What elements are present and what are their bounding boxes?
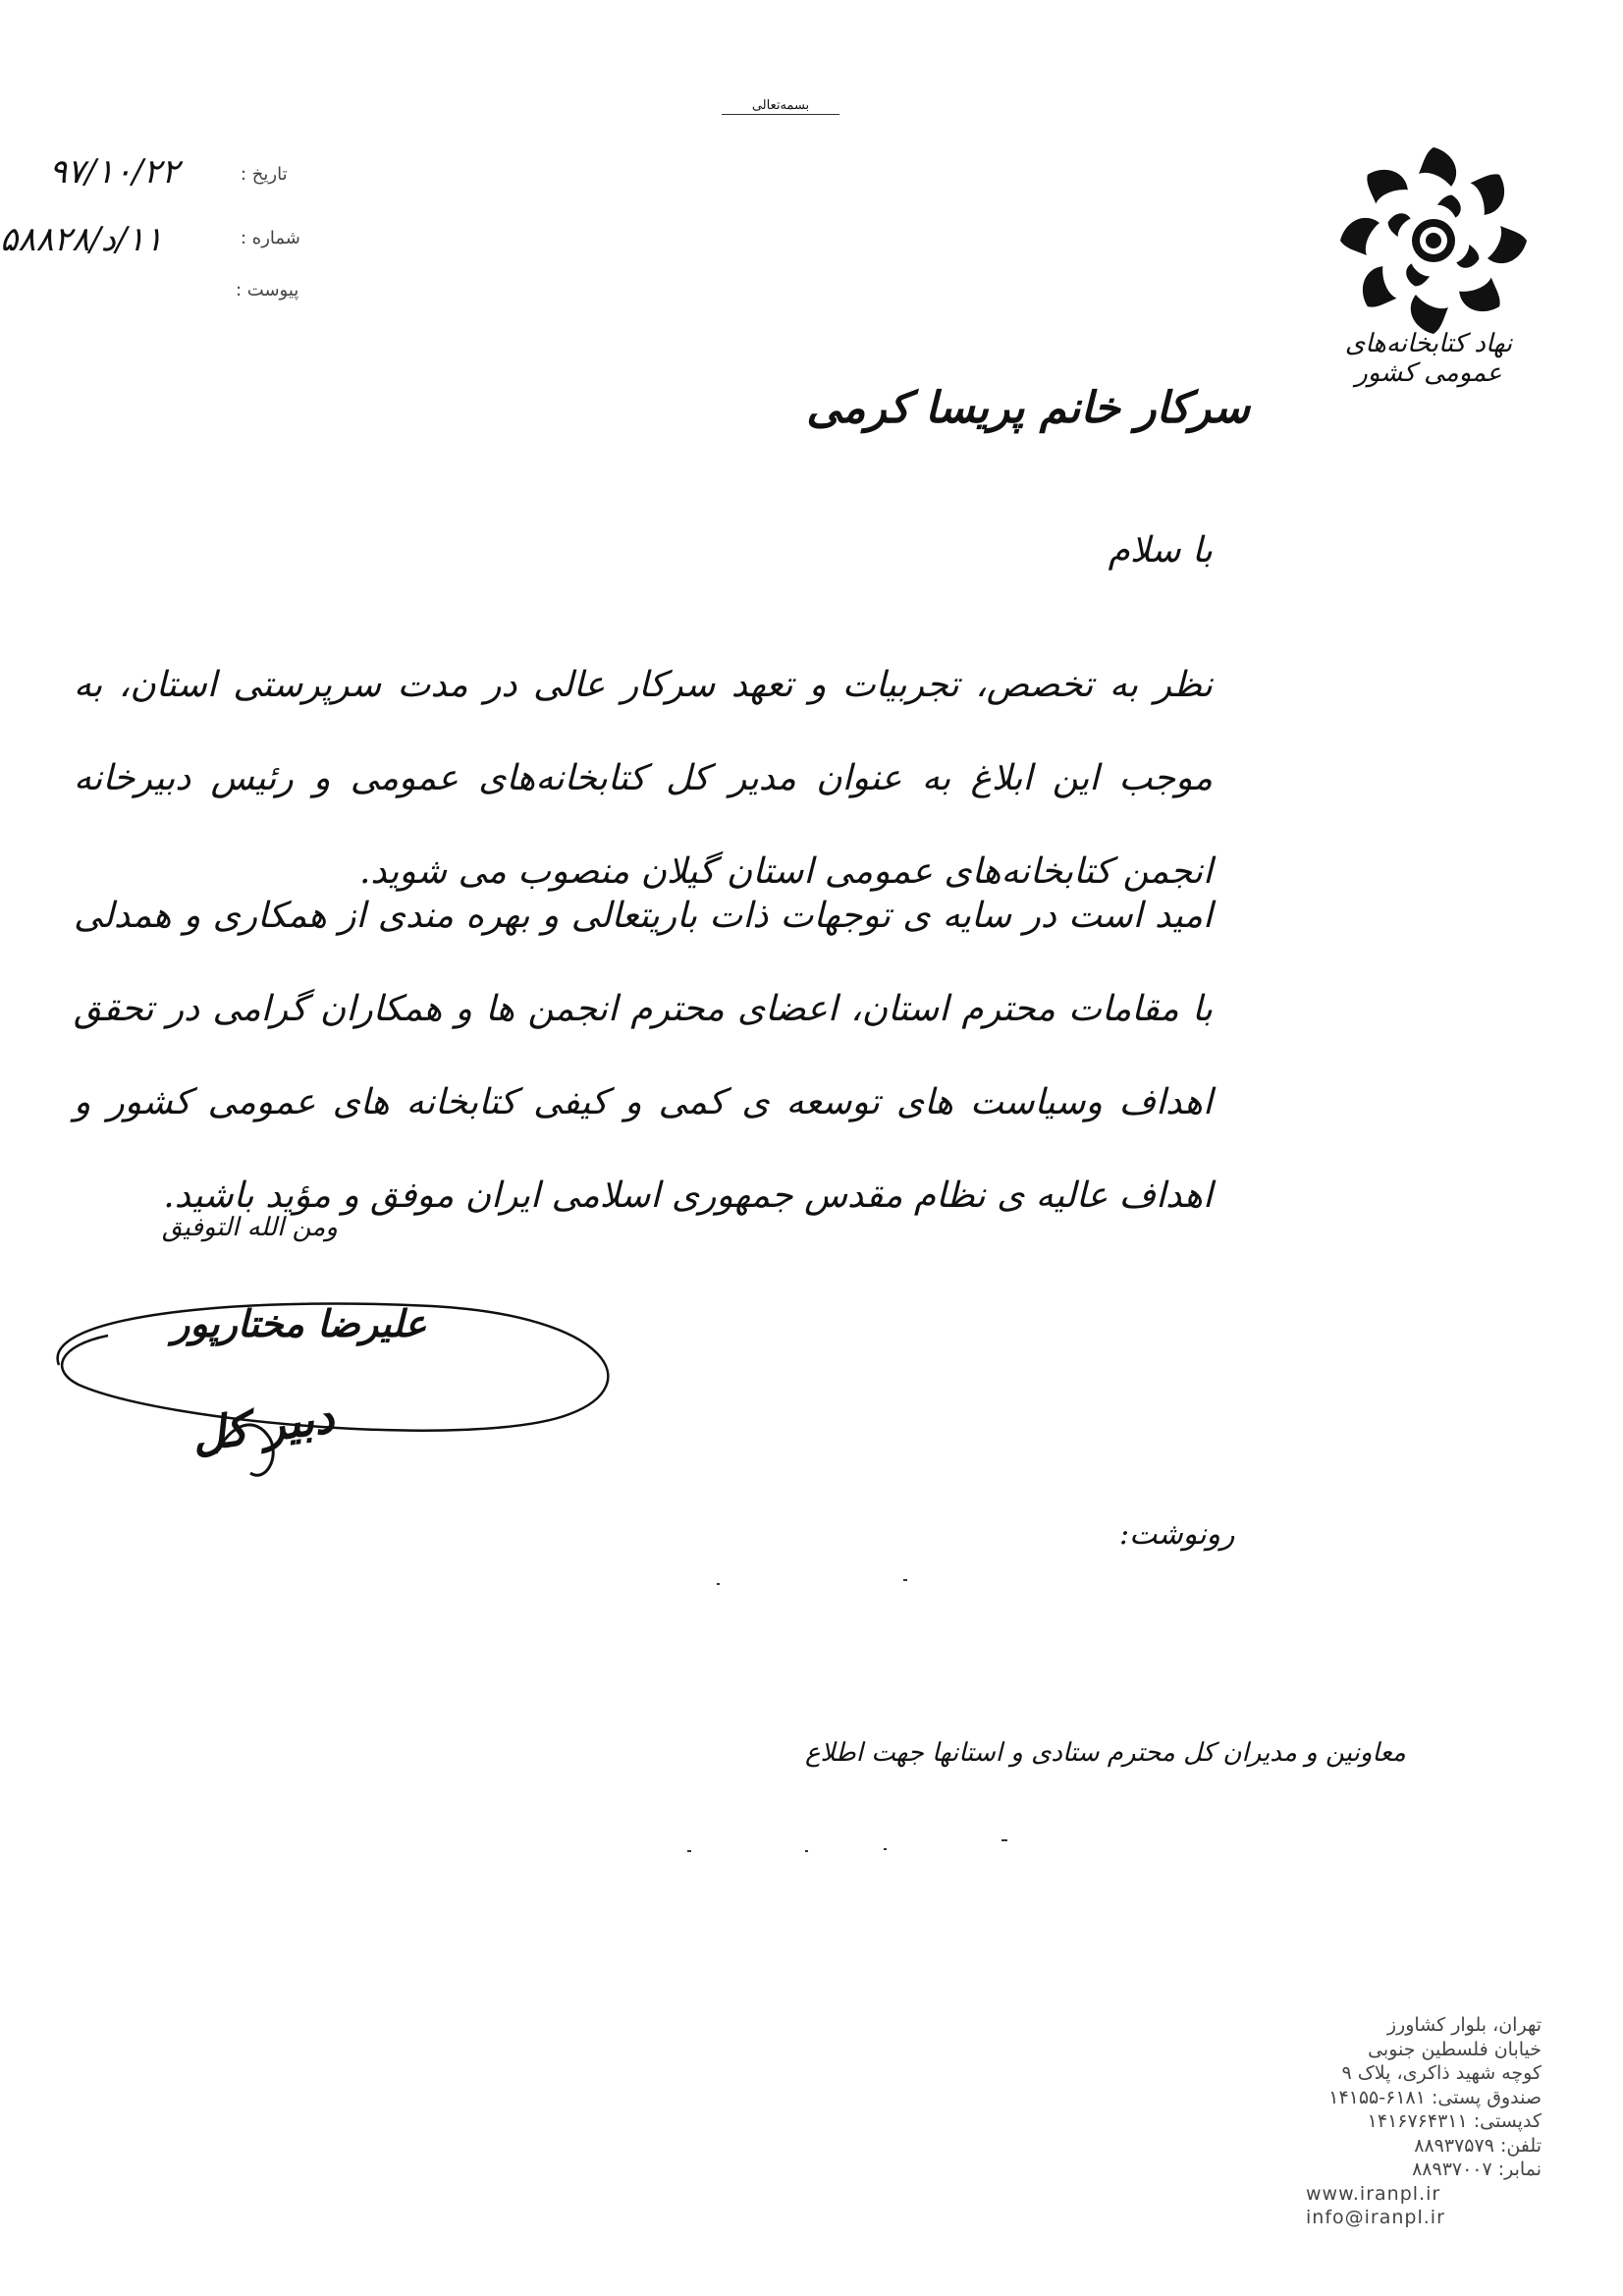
body-paragraph-2: امید است در سایه ی توجهات ذات باریتعالی و بهره مندی از همکاری و همدلی با مقامات محترم استان، اعضای محترم انجمن ها و همکاران گرامی در تحقق اهداف وسیاست های توسعه ی کمی و کیفی کتابخانه های عمومی کشور و اهداف عالیه ی نظام مقدس جمهوری اسلامی ایران موفق و مؤید باشید. bbox=[74, 896, 1213, 1216]
letterhead-address bbox=[1306, 2013, 1542, 2230]
organization-logo-icon bbox=[1321, 128, 1546, 354]
date-label: تاریخ : bbox=[241, 164, 288, 185]
recipient-line: سرکار خانم پریسا کرمی bbox=[806, 383, 1250, 433]
bismillah-heading: بسمه‌تعالی bbox=[722, 98, 839, 115]
date-field bbox=[39, 152, 334, 196]
cc-recipients-line: معاونین و مدیران کل محترم ستادی و استانها جهت اطلاع bbox=[805, 1738, 1406, 1768]
number-value: ۱۱/د/۵۸۸۲۸ bbox=[0, 220, 163, 259]
signer-title: دبیر کل bbox=[188, 1390, 338, 1462]
address-line: خیابان فلسطین جنوبی bbox=[1368, 2038, 1542, 2060]
postal-code-line: کدپستی: ۱۴۱۶۷۶۴۳۱۱ bbox=[1367, 2110, 1542, 2132]
organization-name: نهاد کتابخانه‌های عمومی کشور bbox=[1344, 329, 1513, 388]
scan-speck bbox=[805, 1850, 808, 1852]
address-line: تهران، بلوار کشاورز bbox=[1386, 2014, 1542, 2036]
email-line: info@iranpl.ir bbox=[1306, 2207, 1445, 2228]
scan-speck bbox=[717, 1583, 720, 1585]
body-paragraph-1: نظر به تخصص، تجربیات و تعهد سرکار عالی در مدت سرپرستی استان، به موجب این ابلاغ به عنوان مدیر کل کتابخانه‌های عمومی و رئیس دبیرخانه انجمن کتابخانه‌های عمومی استان گیلان منصوب می شوید. bbox=[74, 665, 1213, 892]
fax-line: نمابر: ۸۸۹۳۷۰۰۷ bbox=[1412, 2159, 1542, 2180]
greeting: با سلام bbox=[1108, 530, 1213, 571]
website-line: www.iranpl.ir bbox=[1306, 2182, 1441, 2205]
scan-speck bbox=[903, 1579, 907, 1581]
number-label: شماره : bbox=[241, 228, 300, 248]
cc-label: رونوشت: bbox=[1119, 1517, 1235, 1552]
address-line: کوچه شهید ذاکری، پلاک ۹ bbox=[1341, 2062, 1542, 2084]
attachment-label: پیوست : bbox=[236, 280, 299, 301]
number-field bbox=[0, 216, 334, 275]
scan-speck bbox=[1001, 1839, 1007, 1841]
phone-line: تلفن: ۸۸۹۳۷۵۷۹ bbox=[1414, 2134, 1542, 2157]
scan-speck bbox=[884, 1848, 887, 1850]
attachment-field bbox=[236, 280, 334, 309]
signer-name: علیرضا مختارپور bbox=[172, 1301, 427, 1345]
po-box-line: صندوق پستی: ۶۱۸۱-۱۴۱۵۵ bbox=[1328, 2086, 1542, 2108]
closing-phrase: ومن الله التوفیق bbox=[162, 1213, 338, 1242]
date-value: ۹۷/۱۰/۲۲ bbox=[49, 152, 180, 191]
scan-speck bbox=[687, 1850, 691, 1852]
